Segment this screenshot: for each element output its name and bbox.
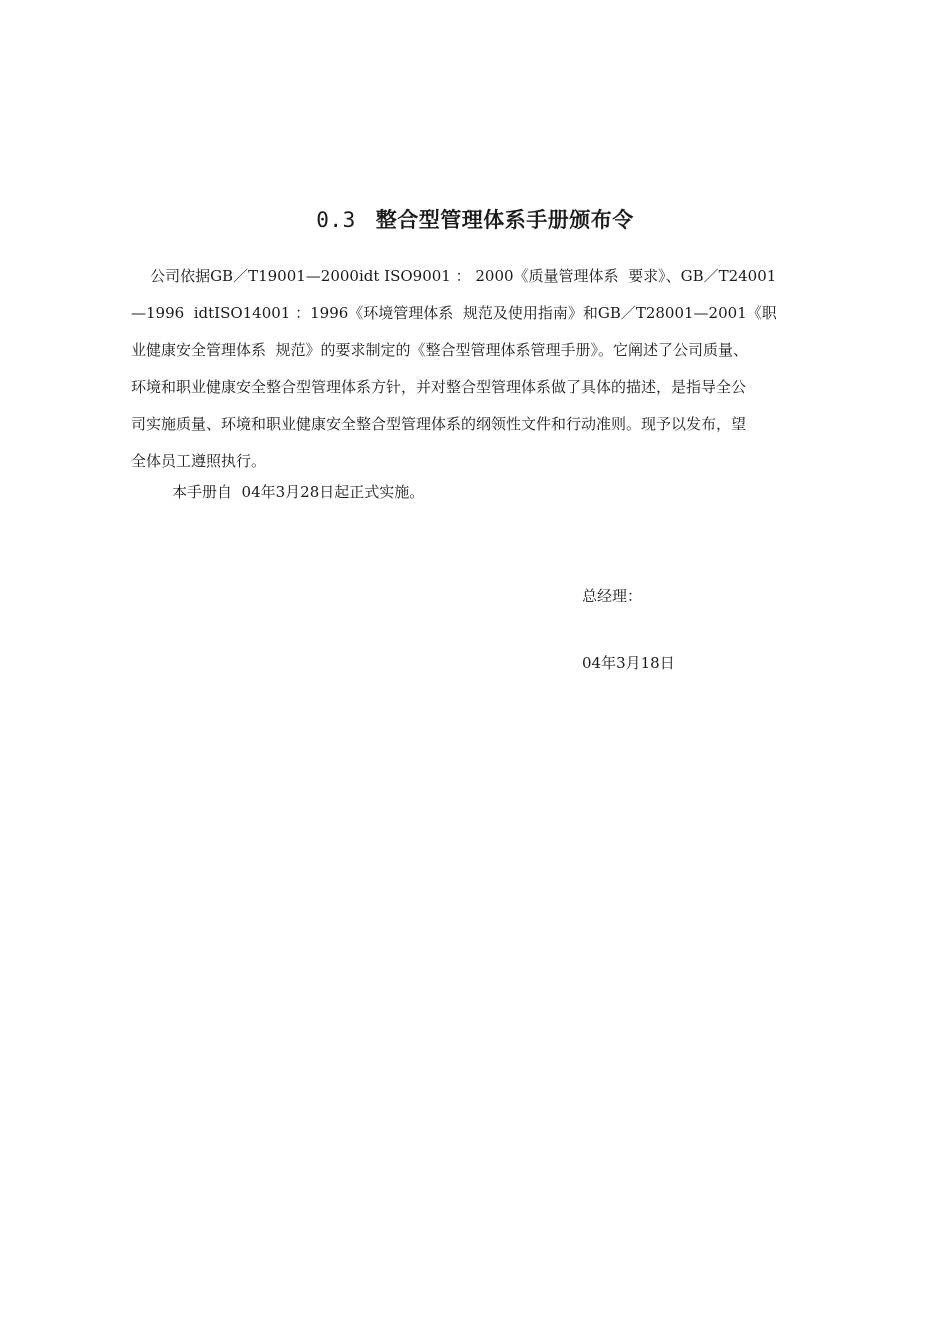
signature-date: 04年3月18日 — [582, 654, 675, 672]
paragraph-line: 业健康安全管理体系 规范》的要求制定的《整合型管理体系管理手册》。它阐述了公司质量、 — [131, 341, 749, 359]
title-text: 整合型管理体系手册颁布令 — [375, 207, 634, 232]
page-title — [0, 204, 950, 234]
paragraph-line: 公司依据GB／T19001—2000idt ISO9001 ： 2000《质量管理体系 要求》、GB／T24001 — [131, 267, 777, 285]
paragraph-line: 环境和职业健康安全整合型管理体系方针，并对整合型管理体系做了具体的描述，是指导全公 — [131, 378, 747, 396]
paragraph-line: 全体员工遵照执行。 — [131, 452, 267, 470]
section-number: 0.3 — [316, 208, 356, 232]
decree-paragraph — [131, 258, 831, 480]
signer-label: 总经理： — [582, 587, 643, 605]
effective-date-line: 本手册自 04年3月28日起正式实施。 — [172, 483, 425, 501]
paragraph-line: —1996 idtISO14001 ：1996《环境管理体系 规范及使用指南》和GB／T28001—2001《职 — [131, 304, 777, 322]
paragraph-line: 司实施质量、环境和职业健康安全整合型管理体系的纲领性文件和行动准则。现予以发布，望 — [131, 415, 747, 433]
